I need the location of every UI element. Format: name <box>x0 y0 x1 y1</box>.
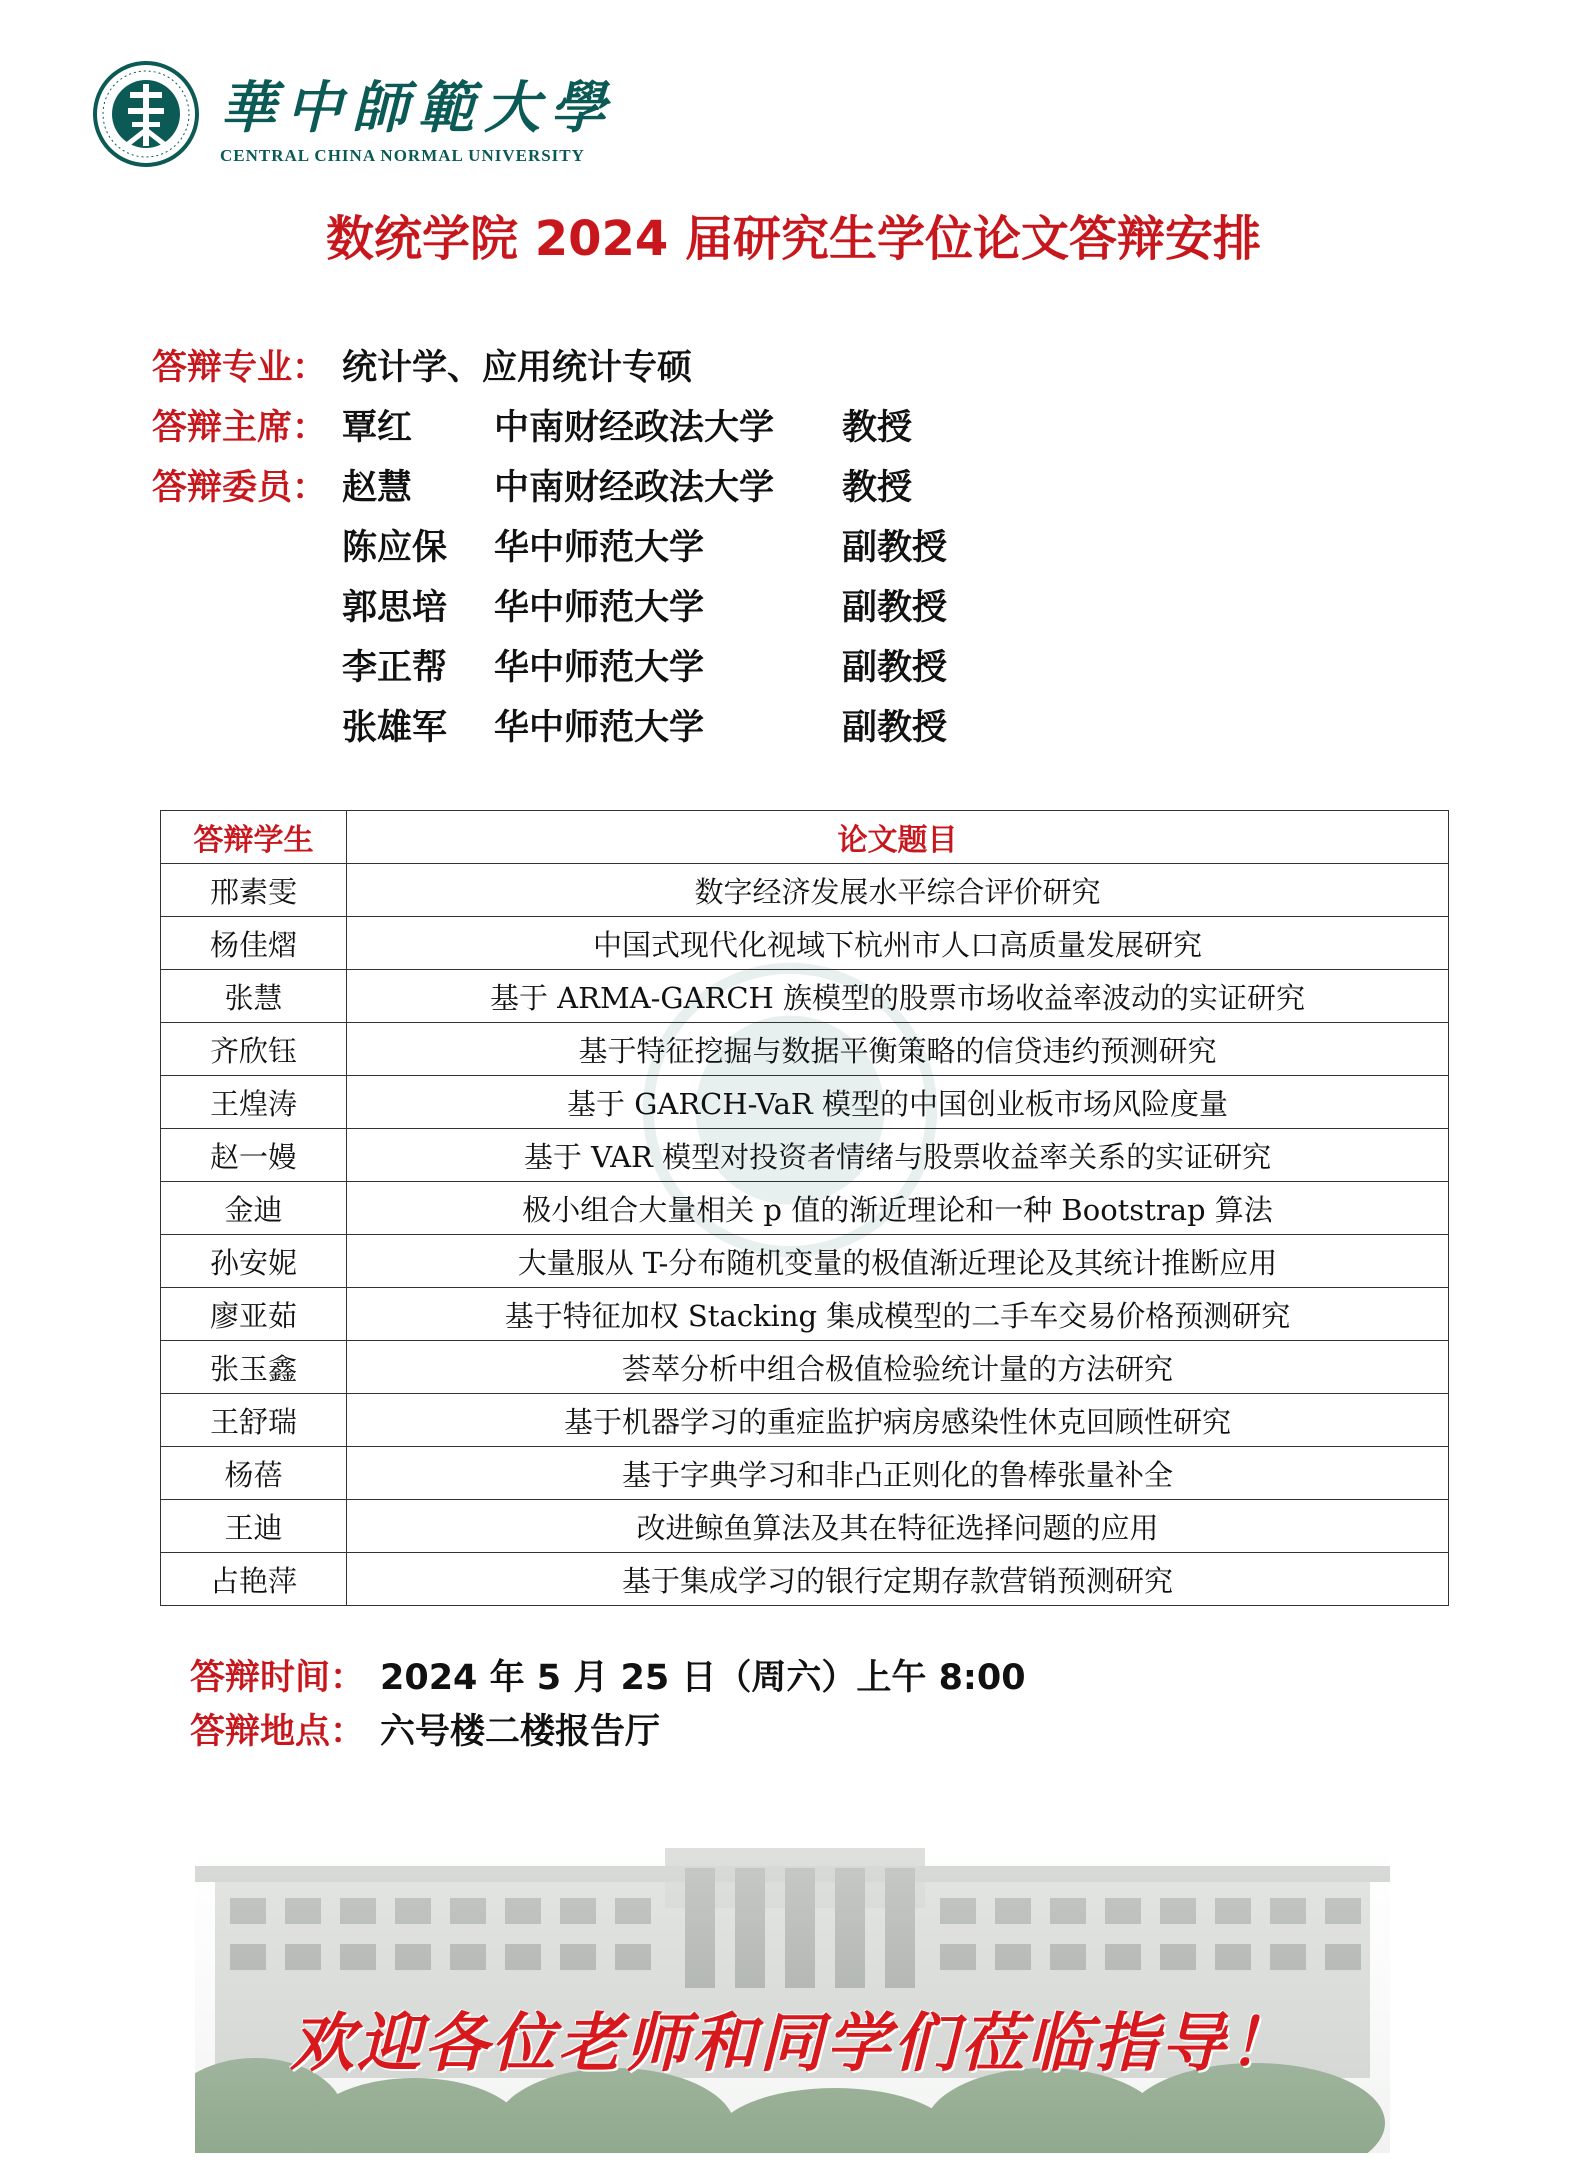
members-label: 答辩委员： <box>152 468 328 508</box>
member-title: 副教授 <box>842 528 948 568</box>
time-label: 答辩时间： <box>190 1658 366 1698</box>
table-row <box>161 1182 1449 1235</box>
member-org: 中南财经政法大学 <box>494 468 775 508</box>
table-row <box>161 1447 1449 1500</box>
table-row <box>161 1288 1449 1341</box>
member-title: 副教授 <box>842 648 948 688</box>
thesis-title: 基于集成学习的银行定期存款营销预测研究 <box>347 1553 1449 1606</box>
logo-chinese-name: 華中師範大學 <box>220 75 616 141</box>
table-row <box>161 1235 1449 1288</box>
student-name: 金迪 <box>161 1182 347 1235</box>
student-name: 廖亚茹 <box>161 1288 347 1341</box>
member-name: 陈应保 <box>342 528 448 568</box>
student-name: 张慧 <box>161 970 347 1023</box>
table-row <box>161 1553 1449 1606</box>
thesis-title: 数字经济发展水平综合评价研究 <box>347 864 1449 917</box>
table-row <box>161 1341 1449 1394</box>
schedule-block <box>190 1650 1290 1770</box>
member-org: 华中师范大学 <box>494 708 705 748</box>
student-column-header: 答辩学生 <box>161 811 347 864</box>
member-name: 赵慧 <box>342 468 413 508</box>
member-org: 华中师范大学 <box>494 588 705 628</box>
university-logo <box>92 58 616 178</box>
student-name: 杨佳熠 <box>161 917 347 970</box>
student-name: 齐欣钰 <box>161 1023 347 1076</box>
thesis-title: 基于 ARMA-GARCH 族模型的股票市场收益率波动的实证研究 <box>347 970 1449 1023</box>
thesis-title: 极小组合大量相关 p 值的渐近理论和一种 Bootstrap 算法 <box>347 1182 1449 1235</box>
table-row <box>161 917 1449 970</box>
member-org: 华中师范大学 <box>494 648 705 688</box>
thesis-title: 基于 VAR 模型对投资者情绪与股票收益率关系的实证研究 <box>347 1129 1449 1182</box>
student-name: 王舒瑞 <box>161 1394 347 1447</box>
welcome-text: 欢迎各位老师和同学们莅临指导！ <box>290 2007 1295 2081</box>
place-value: 六号楼二楼报告厅 <box>380 1712 661 1752</box>
thesis-title: 大量服从 T-分布随机变量的极值渐近理论及其统计推断应用 <box>347 1235 1449 1288</box>
thesis-title: 基于 GARCH-VaR 模型的中国创业板市场风险度量 <box>347 1076 1449 1129</box>
time-value: 2024 年 5 月 25 日（周六）上午 8:00 <box>380 1658 1026 1698</box>
table-row <box>161 864 1449 917</box>
thesis-title: 荟萃分析中组合极值检验统计量的方法研究 <box>347 1341 1449 1394</box>
table-row <box>161 1023 1449 1076</box>
student-name: 孙安妮 <box>161 1235 347 1288</box>
table-row <box>161 1076 1449 1129</box>
member-name: 张雄军 <box>342 708 448 748</box>
thesis-table <box>160 810 1449 1606</box>
member-title: 副教授 <box>842 588 948 628</box>
member-name: 李正帮 <box>342 648 448 688</box>
member-name: 郭思培 <box>342 588 448 628</box>
table-row <box>161 1129 1449 1182</box>
student-name: 杨蓓 <box>161 1447 347 1500</box>
chair-org: 中南财经政法大学 <box>494 408 775 448</box>
table-row <box>161 970 1449 1023</box>
committee-block <box>152 340 1052 760</box>
major-value: 统计学、应用统计专硕 <box>342 348 693 388</box>
table-row <box>161 1500 1449 1553</box>
welcome-banner <box>195 1848 1390 2153</box>
logo-english-name: CENTRAL CHINA NORMAL UNIVERSITY <box>220 146 585 165</box>
place-label: 答辩地点： <box>190 1712 366 1752</box>
thesis-title: 中国式现代化视域下杭州市人口高质量发展研究 <box>347 917 1449 970</box>
table-header-row <box>161 811 1449 864</box>
member-title: 副教授 <box>842 708 948 748</box>
major-label: 答辩专业： <box>152 348 328 388</box>
chair-title: 教授 <box>842 408 913 448</box>
table-row <box>161 1394 1449 1447</box>
thesis-title: 基于特征挖掘与数据平衡策略的信贷违约预测研究 <box>347 1023 1449 1076</box>
university-seal-icon <box>92 60 200 168</box>
member-org: 华中师范大学 <box>494 528 705 568</box>
student-name: 邢素雯 <box>161 864 347 917</box>
student-name: 赵一嫚 <box>161 1129 347 1182</box>
thesis-title: 基于特征加权 Stacking 集成模型的二手车交易价格预测研究 <box>347 1288 1449 1341</box>
chair-name: 覃红 <box>342 408 413 448</box>
student-name: 王煌涛 <box>161 1076 347 1129</box>
chair-label: 答辩主席： <box>152 408 328 448</box>
thesis-title: 基于机器学习的重症监护病房感染性休克回顾性研究 <box>347 1394 1449 1447</box>
thesis-title: 改进鲸鱼算法及其在特征选择问题的应用 <box>347 1500 1449 1553</box>
thesis-column-header: 论文题目 <box>347 811 1449 864</box>
student-name: 占艳萍 <box>161 1553 347 1606</box>
thesis-title: 基于字典学习和非凸正则化的鲁棒张量补全 <box>347 1447 1449 1500</box>
page-title: 数统学院 2024 届研究生学位论文答辩安排 <box>325 211 1262 267</box>
student-name: 张玉鑫 <box>161 1341 347 1394</box>
student-name: 王迪 <box>161 1500 347 1553</box>
member-title: 教授 <box>842 468 913 508</box>
